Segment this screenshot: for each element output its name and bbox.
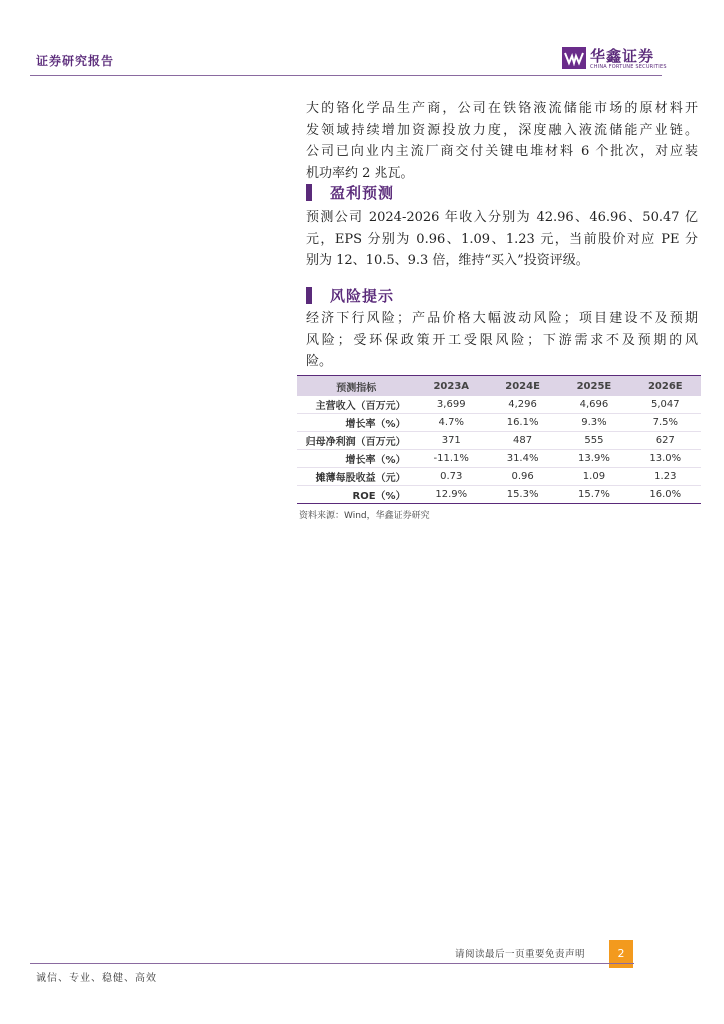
forecast-line: 元，EPS 分别为 0.96、1.09、1.23 元，当前股价对应 PE 分 (306, 231, 698, 247)
table-source-note: 资料来源：Wind，华鑫证券研究 (299, 511, 430, 521)
table-cell: 12.9% (416, 486, 487, 504)
table-row (297, 414, 701, 432)
table-cell: 1.09 (558, 468, 629, 486)
header-divider (30, 75, 662, 76)
profit-forecast-paragraph (306, 207, 698, 272)
page-number-badge: 2 (609, 940, 633, 968)
table-cell: 16.1% (487, 414, 558, 432)
report-type-label: 证券研究报告 (36, 54, 115, 68)
table-cell: 16.0% (630, 486, 701, 504)
table-cell: 15.7% (558, 486, 629, 504)
table-cell: 371 (416, 432, 487, 450)
table-cell: 15.3% (487, 486, 558, 504)
table-header-cell: 2023A (416, 376, 487, 397)
table-cell: 13.0% (630, 450, 701, 468)
footer-divider (30, 963, 634, 964)
row-label: 摊薄每股收益（元） (297, 468, 416, 486)
table-cell: 0.73 (416, 468, 487, 486)
table-cell: 9.3% (558, 414, 629, 432)
table-row (297, 468, 701, 486)
table-row (297, 432, 701, 450)
forecast-line: 别为 12、10.5、9.3 倍，维持“买入”投资评级。 (306, 253, 589, 268)
table-row (297, 450, 701, 468)
row-label: 归母净利润（百万元） (297, 432, 416, 450)
risk-paragraph (306, 308, 698, 373)
section-title: 盈利预测 (330, 184, 395, 202)
forecast-line: 预测公司 2024-2026 年收入分别为 42.96、46.96、50.47 亿 (306, 210, 698, 225)
row-label: 主营收入（百万元） (297, 396, 416, 414)
logo-mark-icon (562, 47, 586, 69)
table-cell: 555 (558, 432, 629, 450)
risk-line: 风险；受环保政策开工受限风险；下游需求不及预期的风 (306, 332, 698, 348)
table-cell: 7.5% (630, 414, 701, 432)
intro-paragraph (306, 98, 698, 184)
table-cell: 4.7% (416, 414, 487, 432)
table-cell: 31.4% (487, 450, 558, 468)
table-cell: 487 (487, 432, 558, 450)
logo-company-en: CHINA FORTUNE SECURITIES (590, 64, 667, 70)
table-cell: -11.1% (416, 450, 487, 468)
intro-line: 发领域持续增加资源投放力度，深度融入液流储能产业链。 (306, 122, 698, 138)
company-logo (562, 45, 672, 73)
row-label: 增长率（%） (297, 414, 416, 432)
table-row (297, 396, 701, 414)
logo-company-cn: 华鑫证券 (590, 47, 655, 65)
risk-line: 经济下行风险；产品价格大幅波动风险；项目建设不及预期 (306, 311, 698, 326)
company-motto: 诚信、专业、稳健、高效 (36, 973, 157, 984)
intro-line: 机功率约 2 兆瓦。 (306, 165, 414, 181)
disclaimer-note: 请阅读最后一页重要免责声明 (455, 949, 586, 960)
table-cell: 4,296 (487, 396, 558, 414)
table-cell: 13.9% (558, 450, 629, 468)
table-header-cell: 2025E (558, 376, 629, 397)
section-marker (306, 184, 312, 201)
table-cell: 1.23 (630, 468, 701, 486)
section-title: 风险提示 (330, 287, 395, 305)
table-cell: 4,696 (558, 396, 629, 414)
table-cell: 5,047 (630, 396, 701, 414)
row-label: ROE（%） (297, 486, 416, 504)
table-cell: 0.96 (487, 468, 558, 486)
table-row (297, 486, 701, 504)
intro-line: 公司已向业内主流厂商交付关键电堆材料 6 个批次，对应装 (306, 144, 698, 159)
table-cell: 627 (630, 432, 701, 450)
section-marker (306, 287, 312, 304)
table-cell: 3,699 (416, 396, 487, 414)
table-header-cell: 2024E (487, 376, 558, 397)
table-header-row (297, 376, 701, 397)
row-label: 增长率（%） (297, 450, 416, 468)
forecast-table (297, 375, 701, 504)
intro-line: 大的铬化学品生产商，公司在铁铬液流储能市场的原材料开 (306, 101, 698, 116)
risk-line: 险。 (306, 354, 333, 369)
table-header-cell: 2026E (630, 376, 701, 397)
table-header-cell: 预测指标 (297, 376, 416, 397)
